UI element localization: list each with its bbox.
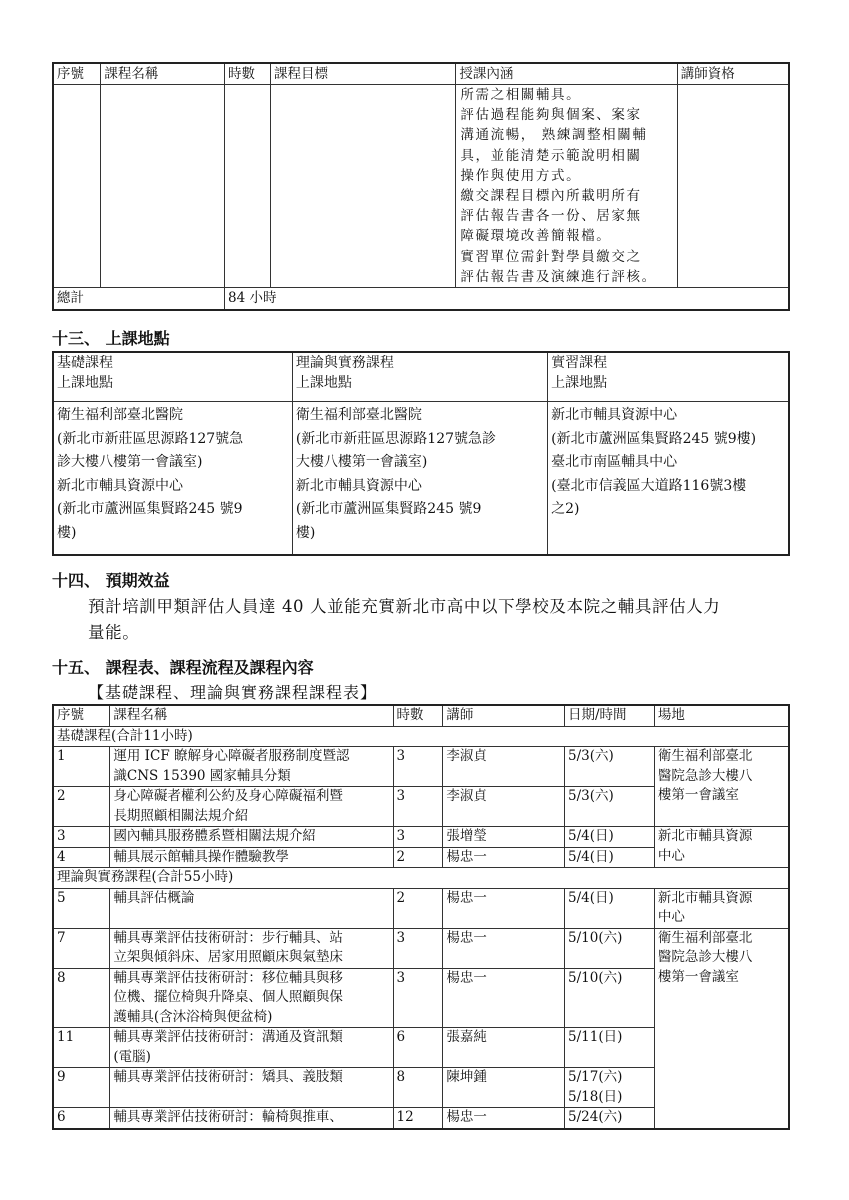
venue-line: 衛生福利部臺北	[657, 929, 753, 946]
row-no: 1	[53, 747, 110, 787]
row-date: 5/11(日)	[565, 1028, 655, 1068]
venue-theory	[292, 402, 547, 556]
name-line: 輔具專業評估技術研討：移位輔具與移	[113, 969, 343, 986]
venue-line: 新北市輔具資源	[657, 889, 753, 906]
venue-line: (新北市蘆洲區集賢路245 號9樓)	[551, 430, 757, 447]
header-cell: 講師資格	[677, 63, 789, 85]
venue-line: 新北市輔具資源中心	[57, 477, 183, 494]
venue-line: (臺北市信義區大道路116號3樓	[551, 477, 747, 494]
row-lecturer: 李淑貞	[443, 747, 565, 787]
venue-basic	[53, 402, 292, 556]
row-hours: 3	[393, 968, 443, 1028]
schedule-caption: 【基礎課程、理論與實務課程課程表】	[88, 683, 378, 702]
header-cell: 課程名稱	[101, 63, 225, 85]
name-line: 輔具專業評估技術研討：溝通及資訊類	[113, 1029, 343, 1045]
date-line: 5/17(六)	[568, 1069, 623, 1085]
table-row	[53, 747, 789, 787]
row-date: 5/24(六)	[565, 1108, 655, 1129]
total-hours: 84 小時	[225, 288, 789, 311]
empty-cell	[225, 85, 271, 288]
name-line: 位機、擺位椅與升降桌、個人照顧與保	[113, 989, 343, 1005]
name-line: 國內輔具服務體系暨相關法規介紹	[113, 828, 316, 844]
venue-line: 樓第一會議室	[657, 787, 739, 803]
row-name	[110, 747, 393, 787]
empty-cell	[677, 85, 789, 288]
header-cell: 課程名稱	[110, 705, 393, 726]
name-line: 輔具專業評估技術研討：矯具、義肢類	[113, 1069, 343, 1085]
venue-line: 衛生福利部臺北醫院	[295, 407, 422, 423]
venue-heading-line: 上課地點	[551, 375, 608, 391]
empty-cell	[270, 85, 455, 288]
row-venue	[654, 888, 789, 928]
row-date: 5/4(日)	[565, 847, 655, 868]
section-row-basic	[53, 726, 789, 747]
header-cell: 授課內涵	[456, 63, 677, 85]
section-row-theory	[53, 868, 789, 889]
row-name	[110, 787, 393, 827]
row-name	[110, 847, 393, 868]
venue-heading-practice	[548, 352, 789, 402]
row-no: 5	[53, 888, 110, 928]
header-cell: 場地	[654, 705, 789, 726]
name-line: 立架與傾斜床、居家用照顧床與氣墊床	[113, 949, 343, 965]
content-line: 評估報告書及演練進行評核。	[460, 268, 657, 285]
theory-section-title: 理論與實務課程(合計55小時)	[53, 868, 789, 889]
teaching-content-cell	[456, 85, 677, 288]
header-cell: 時數	[225, 63, 271, 85]
paragraph-line: 預計培訓甲類評估人員達 40 人並能充實新北市高中以下學校及本院之輔具評估人力	[88, 597, 721, 616]
row-name	[110, 1108, 393, 1129]
name-line: 身心障礙者權利公約及身心障礙福利暨	[113, 788, 343, 804]
table-row	[53, 827, 789, 848]
header-cell: 課程目標	[270, 63, 455, 85]
venue-body-row	[53, 402, 789, 556]
venue-line: 新北市輔具資源中心	[295, 477, 422, 494]
row-lecturer: 張嘉純	[443, 1028, 565, 1068]
row-venue	[654, 827, 789, 868]
content-line: 實習單位需針對學員繳交之	[460, 248, 642, 265]
name-line: 輔具評估概論	[113, 889, 195, 906]
row-date: 5/10(六)	[565, 928, 655, 968]
row-name	[110, 928, 393, 968]
header-cell: 日期/時間	[565, 705, 655, 726]
row-date: 5/4(日)	[565, 888, 655, 928]
content-line: 障礙環境改善簡報檔。	[460, 228, 612, 245]
row-hours: 3	[393, 928, 443, 968]
content-line: 評估過程能夠與個案、案家	[460, 107, 642, 124]
venue-line: 衛生福利部臺北醫院	[57, 407, 183, 423]
row-lecturer: 楊忠一	[443, 1108, 565, 1129]
row-lecturer: 楊忠一	[443, 888, 565, 928]
venue-line: 新北市輔具資源中心	[551, 407, 678, 423]
row-venue	[654, 747, 789, 827]
section-15-title: 十五、 課程表、課程流程及課程內容	[52, 658, 314, 677]
row-hours: 2	[393, 888, 443, 928]
row-lecturer: 李淑貞	[443, 787, 565, 827]
venue-line: 樓第一會議室	[657, 968, 739, 985]
venue-line: 樓)	[295, 524, 316, 541]
row-date: 5/4(日)	[565, 827, 655, 848]
venue-heading-theory	[292, 352, 547, 402]
row-hours: 3	[393, 747, 443, 787]
venue-heading-line: 上課地點	[295, 375, 352, 391]
venue-line: (新北市蘆洲區集賢路245 號9	[57, 501, 243, 517]
venue-line: 中心	[657, 909, 685, 925]
header-cell: 講師	[443, 705, 565, 726]
expected-benefit-paragraph	[88, 594, 808, 646]
total-label: 總計	[53, 288, 225, 311]
row-lecturer: 陳坤鍾	[443, 1068, 565, 1108]
row-no: 8	[53, 968, 110, 1028]
row-lecturer: 楊忠一	[443, 847, 565, 868]
venue-heading-line: 理論與實務課程	[295, 355, 394, 371]
venue-line: 臺北市南區輔具中心	[551, 454, 678, 470]
name-line: 輔具專業評估技術研討：輪椅與推車、	[113, 1109, 343, 1125]
header-cell: 時數	[393, 705, 443, 726]
venue-heading-basic	[53, 352, 292, 402]
venue-line: 樓)	[57, 524, 77, 541]
row-hours: 12	[393, 1108, 443, 1129]
row-date: 5/3(六)	[565, 747, 655, 787]
name-line: 輔具專業評估技術研討：步行輔具、站	[113, 929, 343, 946]
row-hours: 8	[393, 1068, 443, 1108]
row-no: 4	[53, 847, 110, 868]
row-date: 5/10(六)	[565, 968, 655, 1028]
name-line: 運用 ICF 瞭解身心障礙者服務制度暨認	[113, 748, 350, 764]
content-line: 溝通流暢， 熟練調整相關輔	[460, 127, 648, 144]
table-row	[53, 85, 789, 288]
content-line: 操作與使用方式。	[460, 167, 582, 184]
header-cell: 序號	[53, 705, 110, 726]
empty-cell	[101, 85, 225, 288]
venue-practice	[548, 402, 789, 556]
row-lecturer: 楊忠一	[443, 928, 565, 968]
row-date	[565, 1068, 655, 1108]
row-hours: 3	[393, 787, 443, 827]
row-lecturer: 張增瑩	[443, 827, 565, 848]
table-row	[53, 888, 789, 928]
section-13-title: 十三、 上課地點	[52, 329, 170, 348]
row-hours: 2	[393, 847, 443, 868]
venue-header-row	[53, 352, 789, 402]
date-line: 5/18(日)	[568, 1088, 623, 1105]
name-line: 識CNS 15390 國家輔具分類	[113, 767, 291, 784]
content-line: 具，並能清楚示範說明相關	[460, 147, 642, 164]
venue-line: 醫院急診大樓八	[657, 767, 753, 784]
row-name	[110, 827, 393, 848]
row-no: 3	[53, 827, 110, 848]
content-line: 評估報告書各一份、居家無	[460, 208, 642, 225]
name-line: 護輔具(含沐浴椅與便盆椅)	[113, 1008, 273, 1025]
empty-cell	[53, 85, 101, 288]
header-cell: 序號	[53, 63, 101, 85]
venue-line: 衛生福利部臺北	[657, 748, 753, 764]
row-venue	[654, 928, 789, 1129]
venue-line: (新北市新莊區思源路127號急診	[295, 430, 497, 447]
row-name	[110, 888, 393, 928]
row-name	[110, 968, 393, 1028]
venue-line: 中心	[657, 847, 685, 864]
table-header-row	[53, 63, 789, 85]
schedule-header-row	[53, 705, 789, 726]
name-line: 長期照顧相關法規介紹	[113, 807, 249, 824]
total-row	[53, 288, 789, 311]
row-date: 5/3(六)	[565, 787, 655, 827]
row-no: 2	[53, 787, 110, 827]
venue-line: (新北市新莊區思源路127號急	[57, 430, 244, 447]
content-line: 所需之相關輔具。	[460, 87, 582, 103]
row-hours: 3	[393, 827, 443, 848]
row-name	[110, 1028, 393, 1068]
schedule-table	[52, 704, 790, 1130]
paragraph-line: 量能。	[88, 623, 140, 642]
content-line: 繳交課程目標內所載明所有	[460, 188, 642, 205]
table-row	[53, 928, 789, 968]
venue-line: 大樓八樓第一會議室)	[295, 454, 428, 470]
venue-line: 醫院急診大樓八	[657, 949, 753, 965]
venue-table	[52, 351, 790, 556]
row-hours: 6	[393, 1028, 443, 1068]
section-14-title: 十四、 預期效益	[52, 571, 170, 590]
venue-heading-line: 基礎課程	[57, 355, 113, 371]
course-content-table	[52, 62, 790, 311]
row-no: 11	[53, 1028, 110, 1068]
venue-line: 新北市輔具資源	[657, 828, 753, 844]
venue-heading-line: 上課地點	[57, 375, 113, 391]
venue-line: 診大樓八樓第一會議室)	[57, 454, 203, 470]
row-no: 7	[53, 928, 110, 968]
basic-section-title: 基礎課程(合計11小時)	[53, 726, 789, 747]
venue-heading-line: 實習課程	[551, 355, 608, 371]
venue-line: 之2)	[551, 501, 580, 517]
row-lecturer: 楊忠一	[443, 968, 565, 1028]
name-line: 輔具展示館輔具操作體驗教學	[113, 848, 289, 865]
row-no: 9	[53, 1068, 110, 1108]
venue-line: (新北市蘆洲區集賢路245 號9	[295, 501, 482, 517]
name-line: (電腦)	[113, 1048, 151, 1065]
row-name	[110, 1068, 393, 1108]
row-no: 6	[53, 1108, 110, 1129]
